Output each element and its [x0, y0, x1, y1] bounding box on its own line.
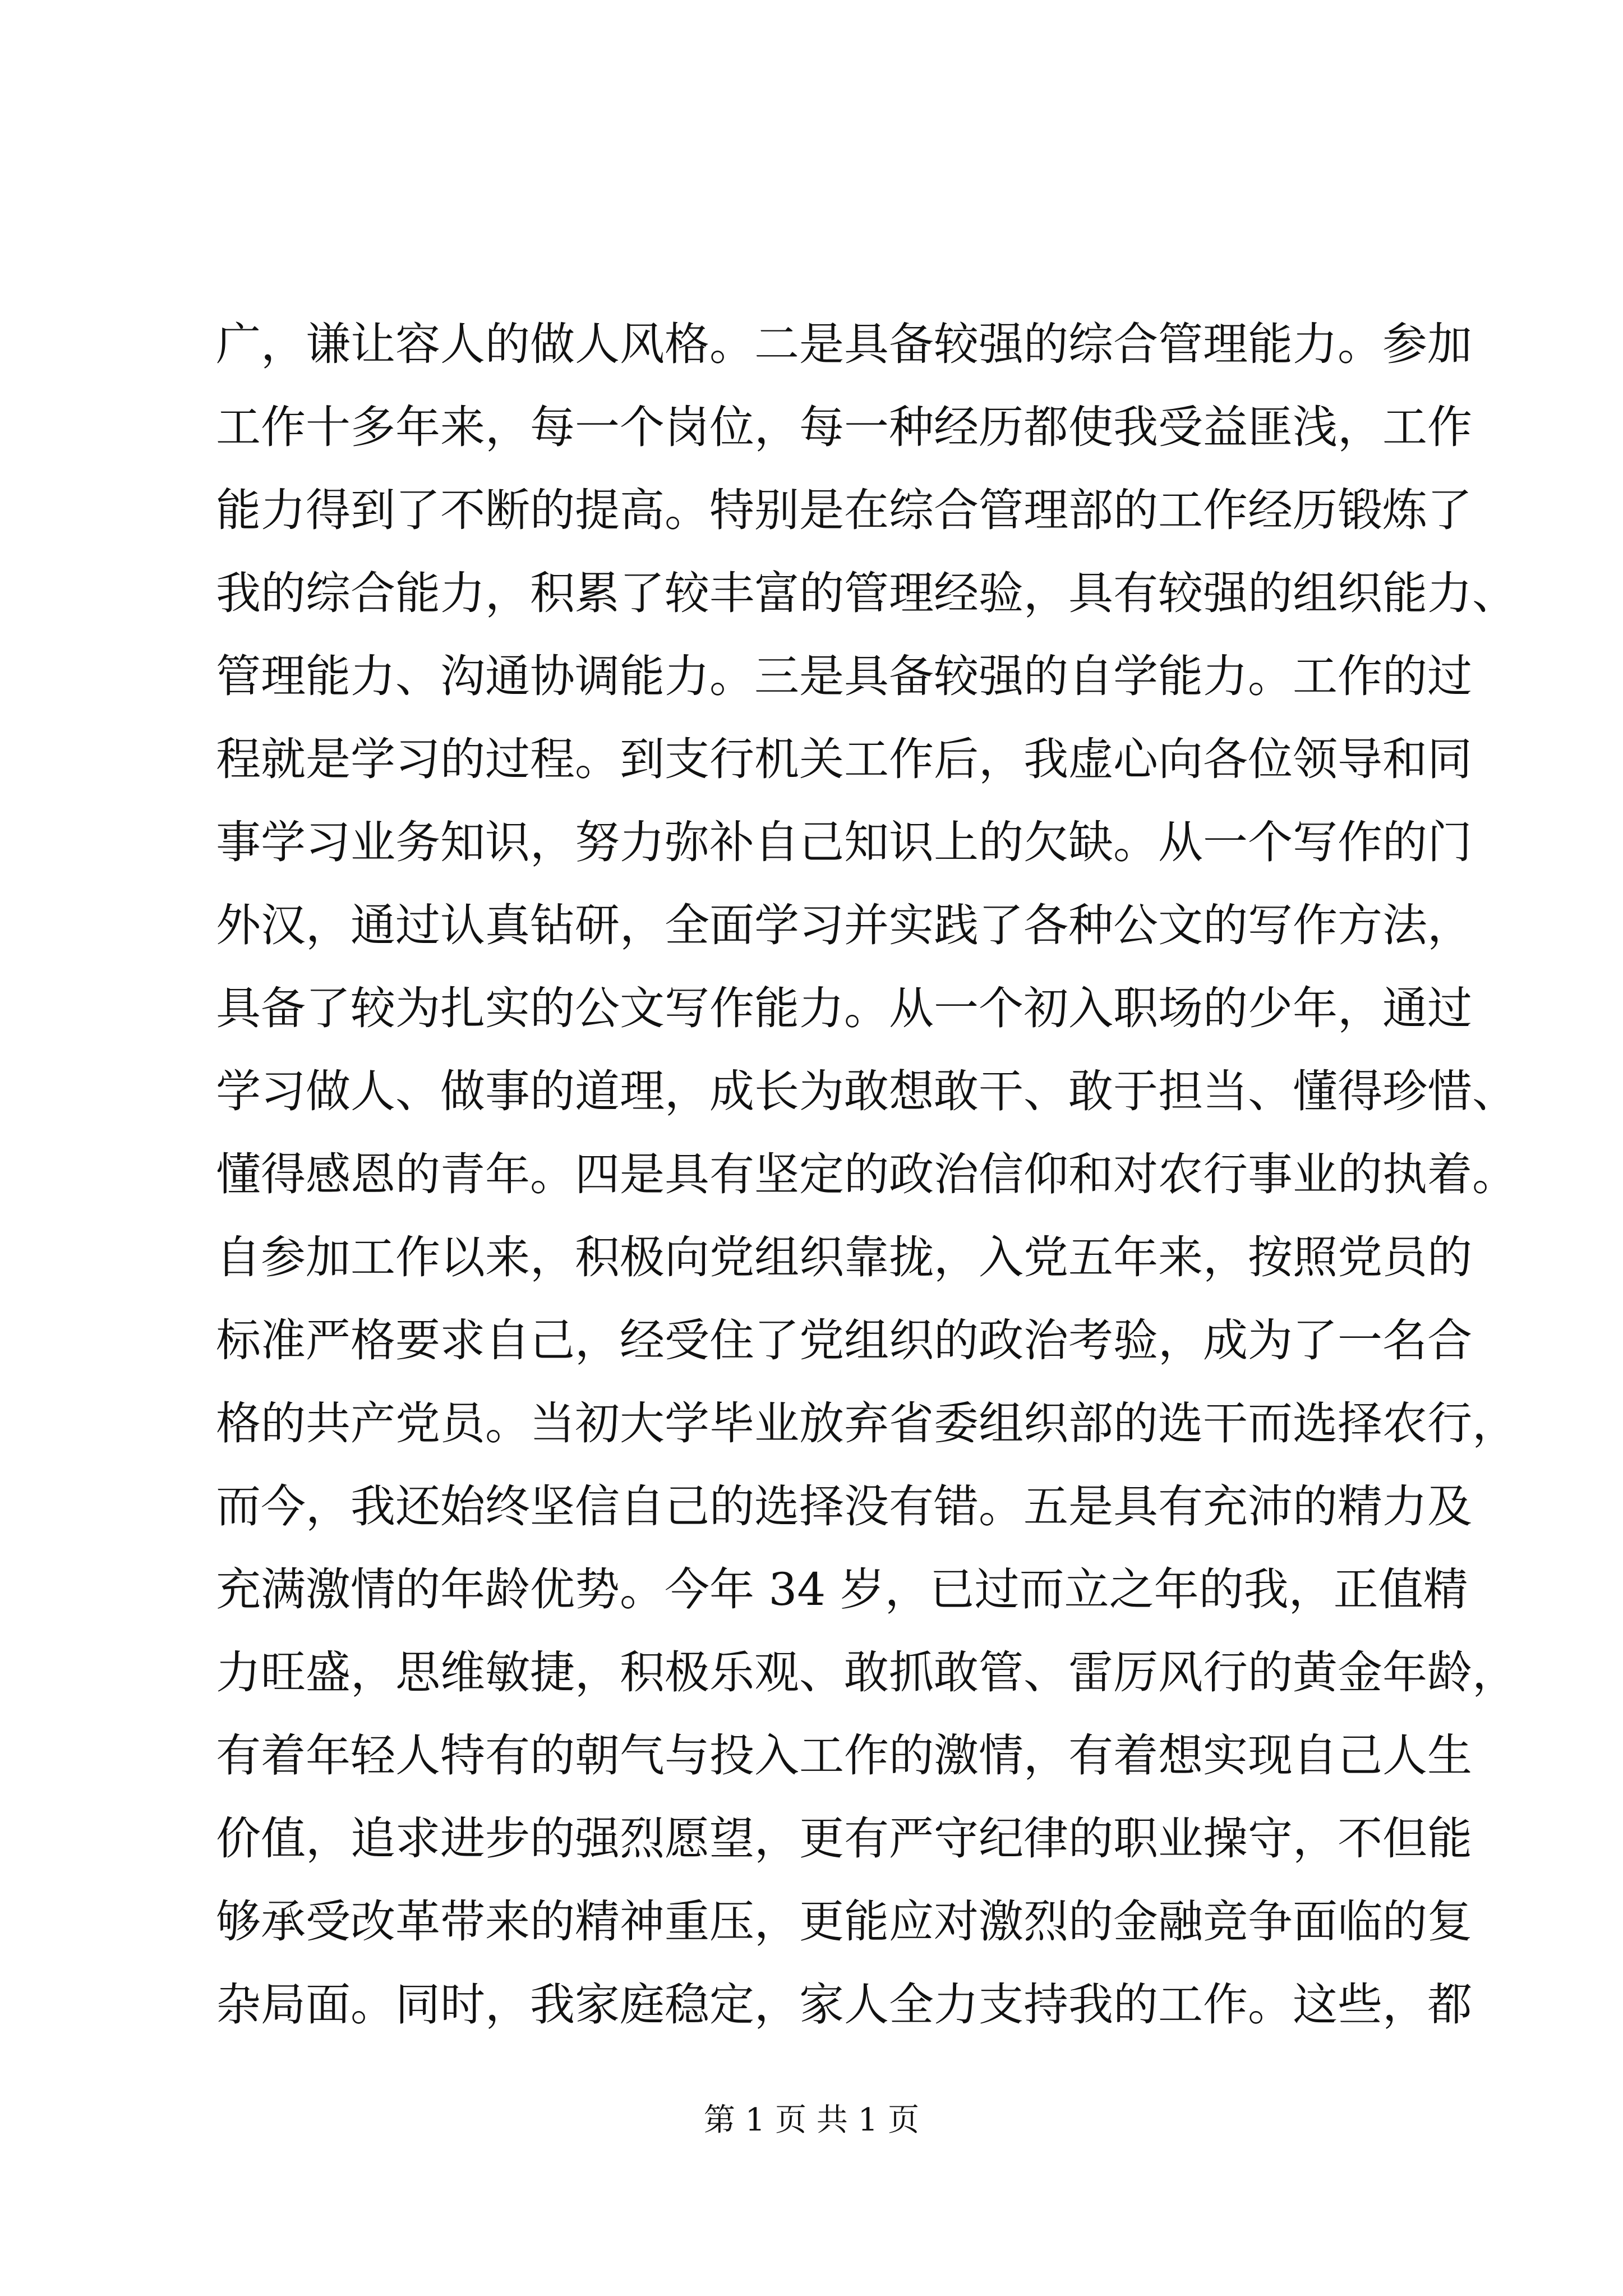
- text-line-2: 工作十多年来，每一个岗位，每一种经历都使我受益匪浅，工作: [216, 401, 1472, 453]
- text-line-18: 有着年轻人特有的朝气与投入工作的激情，有着想实现自己人生: [216, 1729, 1472, 1782]
- text-line-1: 广，谦让容人的做人风格。二是具备较强的综合管理能力。参加: [216, 318, 1472, 370]
- text-line-3: 能力得到了不断的提高。特别是在综合管理部的工作经历锻炼了: [216, 484, 1472, 536]
- text-line-8: 外汉，通过认真钻研，全面学习并实践了各种公文的写作方法，: [216, 899, 1472, 951]
- text-line-9: 具备了较为扎实的公文写作能力。从一个初入职场的少年，通过: [216, 982, 1472, 1034]
- text-line-6: 程就是学习的过程。到支行机关工作后，我虚心向各位领导和同: [216, 733, 1472, 785]
- text-line-10: 学习做人、做事的道理，成长为敢想敢干、敢于担当、懂得珍惜、: [216, 1065, 1517, 1117]
- text-line-14: 格的共产党员。当初大学毕业放弃省委组织部的选干而选择农行，: [216, 1397, 1517, 1450]
- text-line-19: 价值，追求进步的强烈愿望，更有严守纪律的职业操守，不但能: [216, 1812, 1472, 1865]
- text-line-20: 够承受改革带来的精神重压，更能应对激烈的金融竞争面临的复: [216, 1895, 1472, 1948]
- text-line-15: 而今，我还始终坚信自己的选择没有错。五是具有充沛的精力及: [216, 1480, 1472, 1533]
- text-line-12: 自参加工作以来，积极向党组织靠拢，入党五年来，按照党员的: [216, 1231, 1472, 1283]
- text-line-4: 我的综合能力，积累了较丰富的管理经验，具有较强的组织能力、: [216, 567, 1517, 619]
- text-line-11: 懂得感恩的青年。四是具有坚定的政治信仰和对农行事业的执着。: [216, 1148, 1517, 1200]
- text-line-5: 管理能力、沟通协调能力。三是具备较强的自学能力。工作的过: [216, 650, 1472, 702]
- page-footer: 第 1 页 共 1 页: [703, 2102, 920, 2138]
- text-line-21: 杂局面。同时，我家庭稳定，家人全力支持我的工作。这些，都: [216, 1978, 1472, 2031]
- text-line-7: 事学习业务知识，努力弥补自己知识上的欠缺。从一个写作的门: [216, 816, 1472, 868]
- text-line-17: 力旺盛，思维敏捷，积极乐观、敢抓敢管、雷厉风行的黄金年龄，: [216, 1646, 1517, 1699]
- text-line-16: 充满激情的年龄优势。今年 34 岁，已过而立之年的我，正值精: [216, 1563, 1468, 1616]
- body-text: [216, 303, 1517, 2046]
- text-line-13: 标准严格要求自己，经受住了党组织的政治考验，成为了一名合: [216, 1314, 1472, 1366]
